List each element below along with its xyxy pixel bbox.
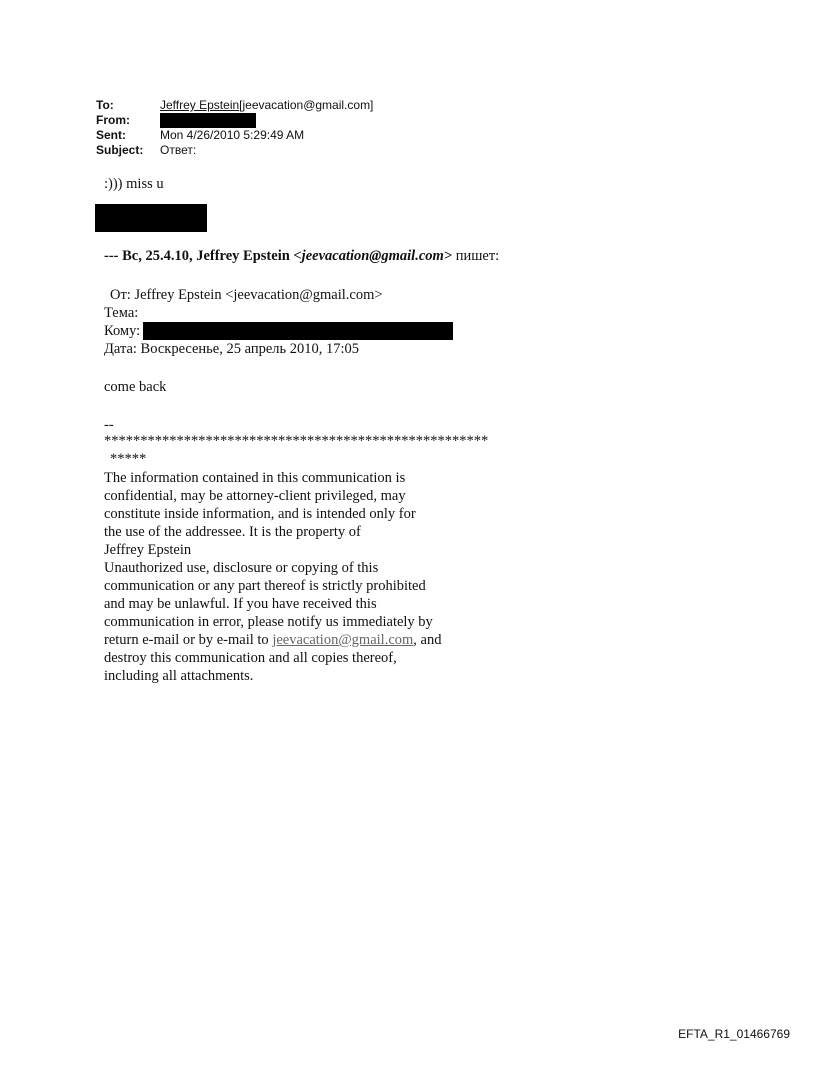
disclaimer-line: and may be unlawful. If you have received this — [104, 596, 377, 612]
return-suffix: , and — [413, 632, 442, 648]
from-label: From: — [96, 113, 130, 127]
reply-text: :))) miss u — [104, 176, 164, 192]
to-address: [jeevacation@gmail.com] — [239, 98, 374, 112]
disclaimer-return-line — [104, 631, 441, 649]
to-label: To: — [96, 98, 114, 112]
sent-label: Sent: — [96, 128, 126, 142]
stars-line-1: ***************************************************** — [104, 433, 489, 449]
disclaimer-line: confidential, may be attorney-client privileged, may — [104, 488, 406, 504]
signature-redaction — [95, 204, 207, 232]
quote-prefix: --- Вс, 25.4.10, Jeffrey Epstein — [104, 248, 294, 264]
disclaimer-line: Jeffrey Epstein — [104, 542, 192, 558]
quote-email: <jeevacation@gmail.com> — [293, 248, 453, 264]
quoted-date: Дата: Воскресенье, 25 апрель 2010, 17:05 — [104, 341, 360, 357]
disclaimer-line: communication or any part thereof is strictly prohibited — [104, 578, 426, 594]
quoted-from: От: Jeffrey Epstein <jeevacation@gmail.com> — [110, 287, 383, 303]
disclaimer-line: communication in error, please notify us immediately by — [104, 614, 433, 630]
disclaimer — [104, 469, 441, 685]
document-id: EFTA_R1_01466769 — [678, 1027, 790, 1041]
header-to-row — [96, 98, 373, 113]
disclaimer-line: destroy this communication and all copies thereof, — [104, 650, 397, 666]
disclaimer-line: including all attachments. — [104, 668, 254, 684]
quote-header-line — [104, 247, 499, 265]
quoted-to-row — [104, 322, 453, 340]
disclaimer-line: constitute inside information, and is intended only for — [104, 506, 416, 522]
disclaimer-line: Unauthorized use, disclosure or copying of this — [104, 560, 379, 576]
to-value — [160, 98, 373, 113]
return-prefix: return e-mail or by e-mail to — [104, 632, 273, 648]
signature-dashes: -- — [104, 417, 114, 433]
email-link[interactable]: jeevacation@gmail.com — [272, 632, 414, 648]
quote-suffix: пишет: — [452, 248, 500, 264]
disclaimer-line: The information contained in this communication is — [104, 470, 406, 486]
subject-value: Ответ: — [160, 143, 197, 157]
sent-value: Mon 4/26/2010 5:29:49 AM — [160, 128, 305, 142]
disclaimer-line: the use of the addressee. It is the property of — [104, 524, 361, 540]
stars-line-2: ***** — [110, 451, 147, 467]
quoted-to-label: Кому: — [104, 323, 141, 339]
header-sent-row — [96, 128, 373, 143]
header-from-row — [96, 113, 373, 128]
quoted-message: come back — [104, 379, 167, 395]
to-name-link[interactable]: Jeffrey Epstein — [160, 98, 240, 112]
email-header — [96, 98, 373, 158]
quoted-to-redaction — [143, 322, 453, 340]
quoted-subject-label: Тема: — [104, 305, 139, 321]
subject-label: Subject: — [96, 143, 144, 157]
header-subject-row — [96, 143, 373, 158]
from-redaction — [160, 113, 256, 128]
